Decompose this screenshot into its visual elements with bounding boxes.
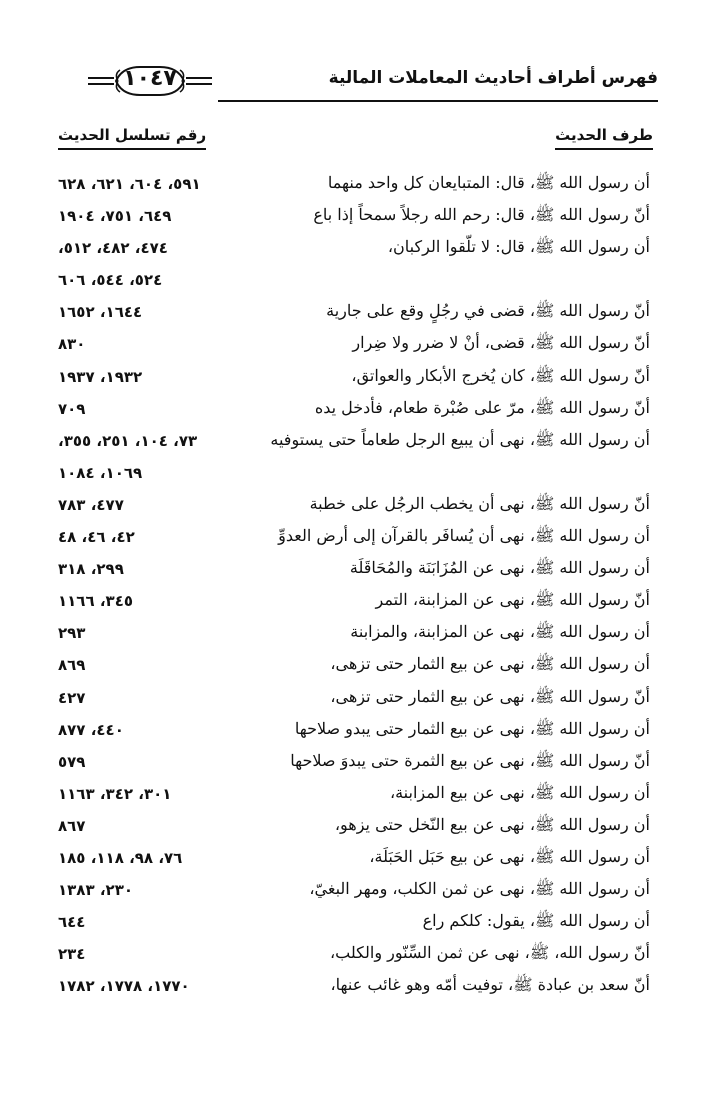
hadith-text: أنّ رسول الله، ﷺ، نهى عن ثمن السِّنّور والكلب، [330,943,650,963]
serial-numbers: ٢٩٩، ٣١٨ [58,560,124,579]
serial-numbers: ٥٧٩ [58,752,86,771]
hadith-text: أن رسول الله ﷺ، نهى عن بيع الثمار حتى يبدو صلاحها [294,718,650,738]
hadith-text: أن رسول الله ﷺ، يقول: كلكم راع [422,911,650,931]
serial-numbers: ٢٣٤ [58,945,86,964]
hadith-text: أن رسول الله ﷺ، نهى عن ثمن الكلب، ومهر البغيّ، [309,879,650,899]
hadith-text: أنّ رسول الله ﷺ، نهى عن المزابنة، التمر [375,590,650,610]
hadith-text: أن رسول الله ﷺ، نهى عن بيع المزابنة، [389,782,650,802]
column-head-hadith-underline [555,148,653,150]
hadith-text: أنّ رسول الله ﷺ، نهى عن بيع الثمار حتى تزهى، [330,686,650,706]
page-header [58,60,658,108]
hadith-text: أن رسول الله ﷺ، نهى عن المزابنة، والمزابنة [350,622,650,642]
serial-numbers: ٧٠٩ [58,399,86,418]
hadith-text: أن رسول الله ﷺ، قال: المتبايعان كل واحد منهما [327,173,650,192]
column-head-hadith-label: طرف الحديث [555,126,653,144]
serial-numbers: ٦٤٩، ٧٥١، ١٩٠٤ [58,207,172,226]
list-item [58,810,650,842]
serial-numbers: ٧٦، ٩٨، ١١٨، ١٨٥ [58,848,183,867]
serial-numbers: ٤٢، ٤٦، ٤٨ [58,528,135,547]
list-item [58,649,650,681]
serial-numbers: ٨٦٩ [58,656,86,675]
list-item [58,842,650,874]
serial-numbers: ٧٣، ١٠٤، ٢٥١، ٣٥٥، [58,431,198,450]
list-item [58,200,650,232]
list-item [58,778,650,810]
list-item [58,938,650,970]
list-item [58,232,650,264]
list-item [58,168,650,200]
list-item [58,906,650,938]
list-item [58,970,650,1002]
header-divider [218,100,658,102]
list-item [58,617,650,649]
serial-numbers: ٤٤٠، ٨٧٧ [58,720,124,739]
hadith-text: أنّ رسول الله ﷺ، قال: رحم الله رجلاً سمحاً إذا باع [313,205,650,225]
hadith-text: أنّ رسول الله ﷺ، قضى، أنْ لا ضرر ولا ضِرار [352,333,650,353]
serial-numbers: ٣٠١، ٣٤٢، ١١٦٣ [58,784,172,803]
hadith-text: أنّ رسول الله ﷺ، نهى عن بيع الثمرة حتى يبدوَ صلاحها [290,750,650,770]
serial-numbers: ١٩٣٢، ١٩٣٧ [58,367,143,386]
hadith-text: أن رسول الله ﷺ، قال: لا تلّقوا الركبان، [387,237,650,257]
index-list [58,168,650,1002]
list-item [58,457,650,489]
column-head-hadith [555,126,653,144]
hadith-text: أن رسول الله ﷺ، نهى عن بيع الثمار حتى تزهى، [330,654,650,674]
serial-numbers: ٨٣٠ [58,335,86,354]
hadith-text: أنّ رسول الله ﷺ، مرّ على صُبْرة طعام، فأدخل يده [314,397,650,417]
list-item [58,521,650,553]
list-item [58,874,650,906]
hadith-text: أن رسول الله ﷺ، نهى أن يُسافَر بالقرآن إلى أرض العدوِّ [278,526,650,546]
list-item [58,328,650,360]
serial-numbers: ٨٦٧ [58,816,86,835]
list-item [58,553,650,585]
list-item [58,714,650,746]
list-item [58,585,650,617]
list-item [58,746,650,778]
serial-numbers: ٤٧٧، ٧٨٣ [58,495,124,514]
hadith-text: أنّ رسول الله ﷺ، قضى في رجُلٍ وقع على جارية [326,301,650,321]
column-head-serial-underline [58,148,206,150]
list-item [58,489,650,521]
hadith-text: أنّ رسول الله ﷺ، كان يُخرج الأبكار والعواتق، [351,365,650,385]
hadith-text: أن رسول الله ﷺ، نهى أن يبيع الرجل طعاماً حتى يستوفيه [270,429,650,449]
list-item [58,361,650,393]
serial-numbers: ٥٢٤، ٥٤٤، ٦٠٦ [58,271,163,290]
column-head-serial-label: رقم تسلسل الحديث [58,126,207,144]
serial-numbers: ١٦٤٤، ١٦٥٢ [58,303,143,322]
column-head-serial [58,126,206,144]
serial-numbers: ٢٩٣ [58,624,86,643]
serial-numbers: ١٠٦٩، ١٠٨٤ [58,463,143,482]
hadith-text: أن رسول الله ﷺ، نهى عن بيع حَبَل الحَبَلَة، [369,846,650,866]
list-item [58,393,650,425]
list-item [58,296,650,328]
serial-numbers: ٤٧٤، ٤٨٢، ٥١٢، [58,239,168,258]
serial-numbers: ٦٤٤ [58,913,86,932]
list-item [58,682,650,714]
serial-numbers: ١٧٧٠، ١٧٧٨، ١٧٨٢ [58,977,190,996]
hadith-text: أنّ سعد بن عبادة ﷺ، توفيت أمّه وهو غائب عنها، [330,975,650,995]
serial-numbers: ٢٣٠، ١٣٨٣ [58,881,134,900]
page-number-badge [88,64,212,98]
list-item [58,425,650,457]
page-number: ١٠٤٧ [123,66,177,91]
serial-numbers: ٤٢٧ [58,688,86,707]
serial-numbers: ٣٤٥، ١١٦٦ [58,592,134,611]
hadith-text: أن رسول الله ﷺ، نهى عن المُزَابَنَة والمُحَاقَلَة [349,558,650,578]
running-title: فهرس أطراف أحاديث المعاملات المالية [328,68,658,88]
list-item [58,264,650,296]
hadith-text: أنّ رسول الله ﷺ، نهى أن يخطب الرجُل على خطبة [309,493,650,513]
hadith-text: أن رسول الله ﷺ، نهى عن بيع النّخل حتى يزهو، [334,814,650,834]
serial-numbers: ٥٩١، ٦٠٤، ٦٢١، ٦٢٨ [58,175,201,193]
